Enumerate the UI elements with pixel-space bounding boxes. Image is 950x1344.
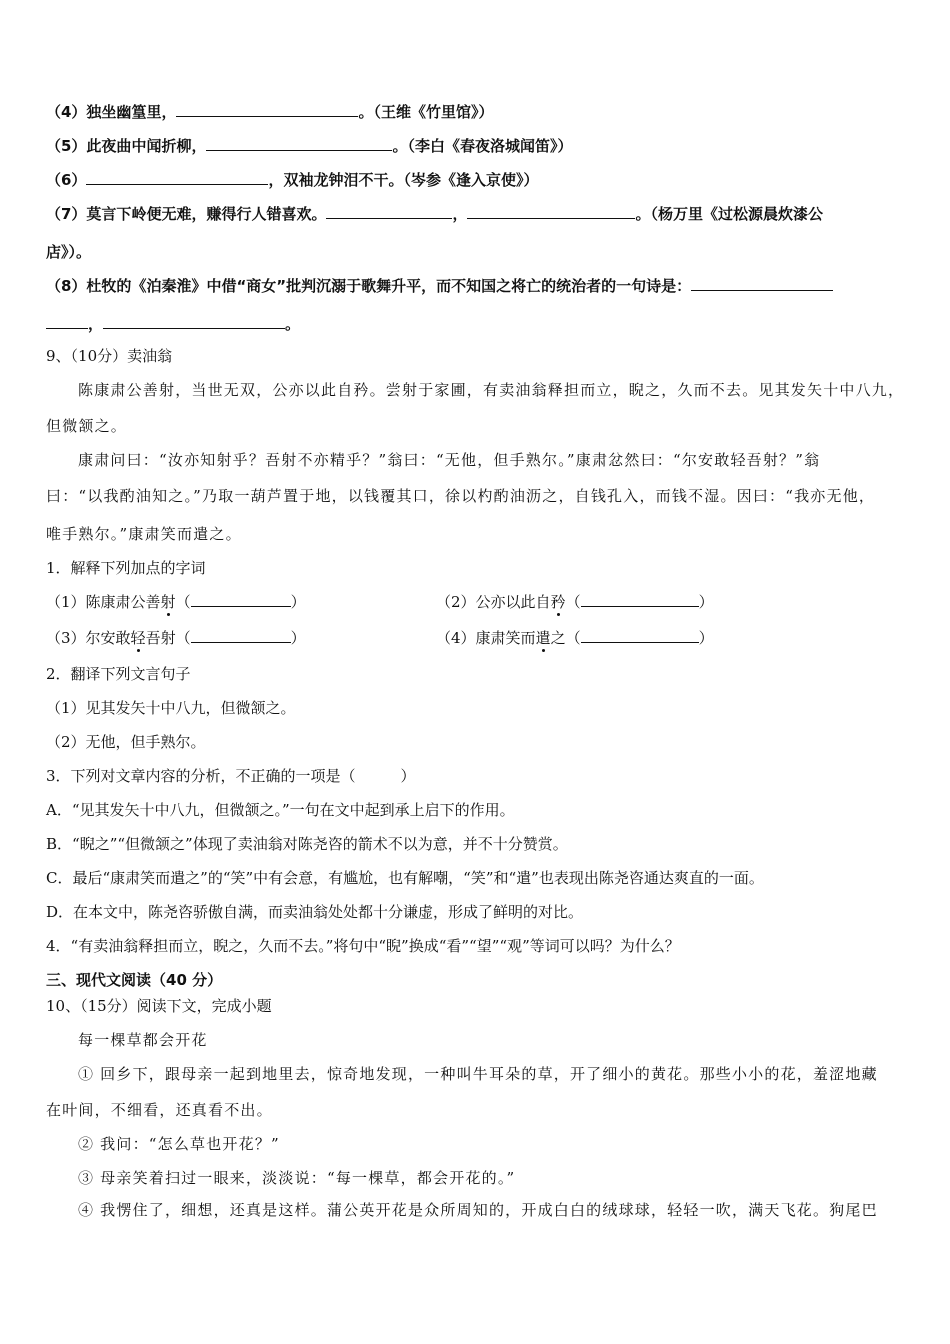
bracket-close: ） <box>290 593 306 611</box>
word-context: （1）陈康肃公善 <box>46 593 161 611</box>
dotted-word: 射 <box>160 593 176 611</box>
answer-blank[interactable] <box>581 628 699 643</box>
poem-q8-prompt: （8）杜牧的《泊秦淮》中借“商女”批判沉溺于歌舞升平，而不知国之将亡的统治者的一句诗是： <box>46 277 692 295</box>
answer-blank[interactable] <box>691 276 833 291</box>
poem-q6-source: ，双袖龙钟泪不干。（岑参《逢入京使》） <box>268 171 539 189</box>
q9-passage-p1: 陈康肃公善射，当世无双，公亦以此自矜。尝射于家圃，有卖油翁释担而立，睨之，久而不去。见其发矢十中八九， <box>78 381 905 399</box>
bracket-close: ） <box>698 593 714 611</box>
q9-word-item-1 <box>46 592 714 612</box>
word-context: （4）康肃笑而 <box>436 629 536 647</box>
q10-paragraph-1: ① 回乡下，跟母亲一起到地里去，惊奇地发现，一种叫牛耳朵的草，开了细小的黄花。那些小小的花，羞涩地藏 <box>78 1065 878 1083</box>
poem-q5-source: 。（李白《春夜洛城闻笛》） <box>392 137 573 155</box>
q9-translate-1: （1）见其发矢十中八九，但微颔之。 <box>46 699 296 717</box>
answer-blank[interactable] <box>206 136 392 151</box>
q9-option-a: A．“见其发矢十中八九，但微颔之。”一句在文中起到承上启下的作用。 <box>46 801 515 819</box>
section-3-heading: 三、现代文阅读（40 分） <box>46 971 223 989</box>
q9-translate-2: （2）无他，但手熟尔。 <box>46 733 206 751</box>
q9-header: 9、（10分）卖油翁 <box>46 347 173 365</box>
bracket-close: ） <box>698 629 714 647</box>
q9-option-c: C．最后“康肃笑而遣之”的“笑”中有会意，有尴尬，也有解嘲，“笑”和“遣”也表现出陈尧咨通达爽直的一面。 <box>46 869 764 887</box>
q9-sub3-title: 3．下列对文章内容的分析，不正确的一项是（ ） <box>46 767 416 785</box>
answer-blank[interactable] <box>467 204 635 219</box>
word-context: （2）公亦以此自 <box>436 593 551 611</box>
q9-option-d: D．在本文中，陈尧咨骄傲自满，而卖油翁处处都十分谦虚，形成了鲜明的对比。 <box>46 903 584 921</box>
dotted-word: 轻 <box>130 629 146 647</box>
bracket-open: （ <box>175 593 191 611</box>
q9-word-item-2 <box>436 592 714 612</box>
bracket-open: （ <box>565 593 581 611</box>
answer-blank[interactable] <box>191 592 291 607</box>
poem-q7-source-end: 店》）。 <box>46 243 92 261</box>
q10-paragraph-3: ③ 母亲笑着扫过一眼来，淡淡说：“每一棵草，都会开花的。” <box>78 1169 516 1187</box>
poem-q8-end: 。 <box>285 315 301 333</box>
q9-word-item-4 <box>436 628 714 648</box>
bracket-close: ） <box>290 629 306 647</box>
dotted-word: 矜 <box>550 593 566 611</box>
poem-q4-source: 。（王维《竹里馆》） <box>358 103 494 121</box>
poem-q7-comma: ， <box>452 205 468 223</box>
answer-blank[interactable] <box>326 204 452 219</box>
q10-paragraph-2: ② 我问：“怎么草也开花？” <box>78 1135 280 1153</box>
answer-blank[interactable] <box>176 102 358 117</box>
q10-article-title: 每一棵草都会开花 <box>78 1031 208 1049</box>
answer-blank[interactable] <box>46 314 88 329</box>
answer-blank[interactable] <box>86 170 268 185</box>
dotted-word: 遣 <box>535 629 551 647</box>
poem-q7-prompt: （7）莫言下岭便无难，赚得行人错喜欢。 <box>46 205 327 223</box>
answer-blank[interactable] <box>191 628 291 643</box>
poem-q5-prompt: （5）此夜曲中闻折柳， <box>46 137 207 155</box>
poem-q7 <box>46 204 823 224</box>
poem-q6-prompt: （6） <box>46 171 87 189</box>
q9-passage-p2-end: 唯手熟尔。”康肃笑而遣之。 <box>46 525 242 543</box>
q9-passage-p2-cont: 曰：“以我酌油知之。”乃取一葫芦置于地，以钱覆其口，徐以杓酌油沥之，自钱孔入，而钱不湿。因曰：“我亦无他， <box>46 487 876 505</box>
q9-sub2-title: 2．翻译下列文言句子 <box>46 665 191 683</box>
q9-option-b: B．“睨之”“但微颔之”体现了卖油翁对陈尧咨的箭术不以为意，并不十分赞赏。 <box>46 835 568 853</box>
poem-q8-comma: ， <box>88 315 104 333</box>
answer-blank[interactable] <box>581 592 699 607</box>
q9-word-item-3 <box>46 628 714 648</box>
poem-q8-cont <box>46 314 300 334</box>
q9-sub4-question: 4．“有卖油翁释担而立，睨之，久而不去。”将句中“睨”换成“看”“望”“观”等词可以吗？为什么？ <box>46 937 680 955</box>
q9-passage-p1-cont: 但微颔之。 <box>46 417 128 435</box>
poem-q6 <box>46 170 538 190</box>
poem-q5 <box>46 136 572 156</box>
word-context: （3）尔安敢 <box>46 629 131 647</box>
word-context: 吾射（ <box>145 629 191 647</box>
poem-q7-source: 。（杨万里《过松源晨炊漆公 <box>635 205 823 223</box>
q9-sub1-title: 1．解释下列加点的字词 <box>46 559 206 577</box>
poem-q8 <box>46 276 833 296</box>
answer-blank[interactable] <box>103 314 285 329</box>
q9-passage-p2: 康肃问曰：“汝亦知射乎？吾射不亦精乎？”翁曰：“无他，但手熟尔。”康肃忿然曰：“尔安敢轻吾射？”翁 <box>78 451 821 469</box>
poem-q4-prompt: （4）独坐幽篁里， <box>46 103 177 121</box>
q10-paragraph-4: ④ 我愣住了，细想，还真是这样。蒲公英开花是众所周知的，开成白白的绒球球，轻轻一吹，满天飞花。狗尾巴 <box>78 1201 878 1219</box>
poem-q4 <box>46 102 493 122</box>
q10-header: 10、（15分）阅读下文，完成小题 <box>46 997 272 1015</box>
word-context: 之（ <box>550 629 581 647</box>
q10-paragraph-1-cont: 在叶间，不细看，还真看不出。 <box>46 1101 273 1119</box>
poem-q7-cont <box>46 242 91 262</box>
